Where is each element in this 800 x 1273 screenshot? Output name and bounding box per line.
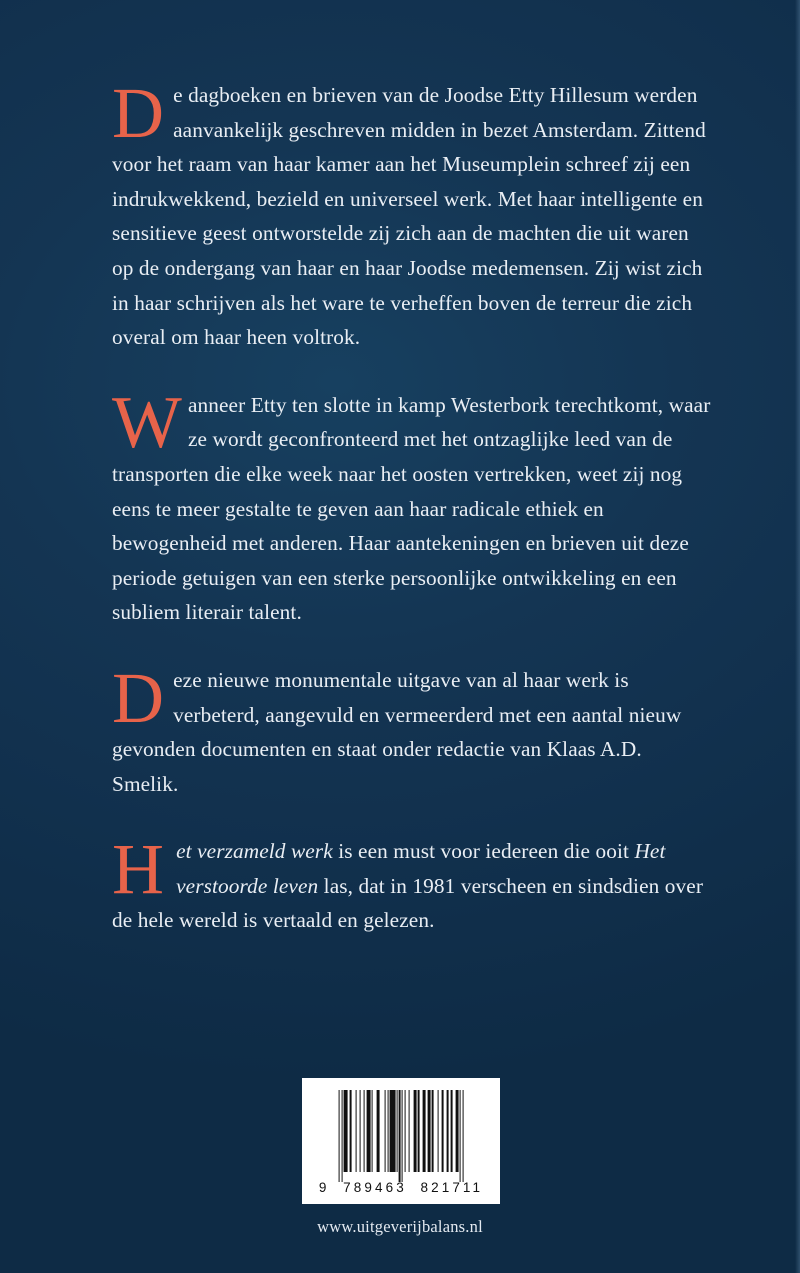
publisher-website-url: www.uitgeverijbalans.nl [317, 1217, 483, 1236]
blurb-paragraph-2 [112, 381, 712, 630]
dropcap-letter-w: W [112, 381, 182, 464]
barcode-bars [339, 1090, 464, 1182]
barcode-digits: 9 789463 821711 [318, 1180, 484, 1195]
paragraph-4-text-b: las, dat in 1981 verscheen en sindsdien over de hele wereld is vertaald en gelezen. [112, 873, 704, 933]
dropcap-letter-h: H [112, 829, 165, 910]
paragraph-1-text: e dagboeken en brieven van de Joodse Etty Hillesum werden aanvankelijk geschreven midden in bezet Amsterdam. Zittend voor het raam van haar kamer aan het Museumplein schreef zij een indrukwekkend, bezield en universeel werk. Met haar intelligente en sensitieve geest ontworstelde zij zich aan de machten die uit waren op de ondergang van haar en haar Joodse medemensen. Zij wist zich in haar schrijven als het ware te verheffen boven de terreur die zich overal om haar heen voltrok. [112, 83, 706, 350]
blurb-paragraph-3 [112, 657, 712, 801]
isbn-barcode [302, 1078, 500, 1204]
paragraph-4-text-a: is een must voor iedereen die ooit [332, 839, 635, 864]
book-title-het-verzameld-werk: et verzameld werk [176, 839, 333, 864]
dropcap-letter-d-2: D [112, 657, 165, 738]
blurb-text-block [112, 73, 712, 938]
book-title-het-verstoorde-leven: Het verstoorde leven [176, 839, 666, 898]
paragraph-2-text: anneer Etty ten slotte in kamp Westerbork terechtkomt, waar ze wordt geconfronteerd met het ontzaglijke leed van de transporten die elke week naar het oosten vertrekken, weet zij nog eens te meer gestalte te geven aan haar radicale ethiek en bewogenheid met anderen. Haar aantekeningen en brieven uit deze periode getuigen van een sterke persoonlijke ontwikkeling en een subliem literair talent. [112, 392, 711, 625]
paragraph-3-text: eze nieuwe monumentale uitgave van al haar werk is verbeterd, aangevuld en vermeerderd met een aantal nieuw gevonden documenten en staat onder redactie van Klaas A.D. Smelik. [112, 667, 682, 796]
blurb-paragraph-1 [112, 73, 712, 355]
dropcap-letter-d-1: D [112, 73, 165, 153]
blurb-paragraph-4 [112, 829, 712, 938]
